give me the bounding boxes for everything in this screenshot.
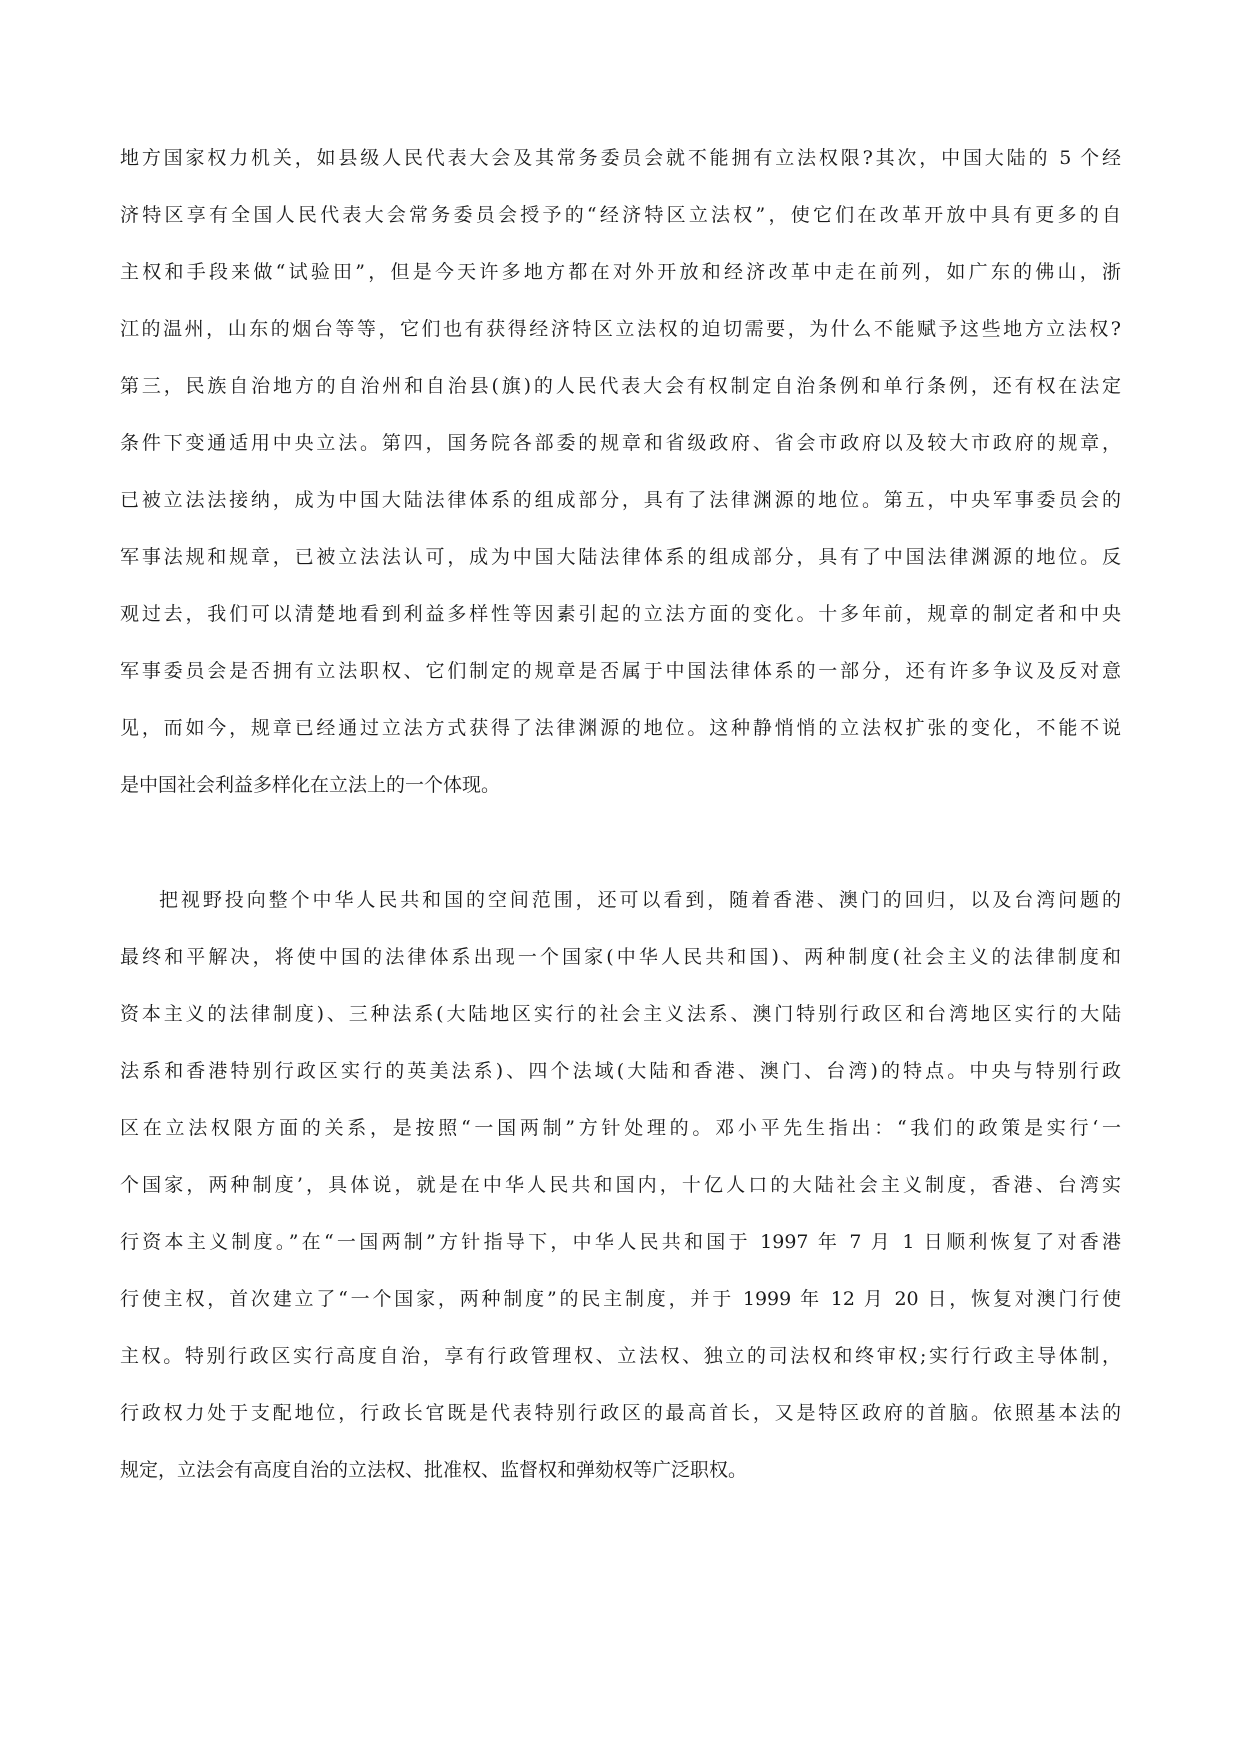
- paragraph-line: 江的温州，山东的烟台等等，它们也有获得经济特区立法权的迫切需要，为什么不能赋予这些地方立法权?: [120, 318, 1121, 340]
- paragraph-line: 主权。特别行政区实行高度自治，享有行政管理权、立法权、独立的司法权和终审权;实行行政主导体制，: [120, 1345, 1121, 1367]
- paragraph-line: 行资本主义制度。”在“一国两制”方针指导下，中华人民共和国于 1997 年 7 月 1 日顺利恢复了对香港: [120, 1231, 1121, 1253]
- paragraph-line: 军事委员会是否拥有立法职权、它们制定的规章是否属于中国法律体系的一部分，还有许多争议及反对意: [120, 660, 1121, 682]
- paragraph-line: 最终和平解决，将使中国的法律体系出现一个国家(中华人民共和国)、两种制度(社会主义的法律制度和: [120, 946, 1121, 968]
- paragraph-line: 把视野投向整个中华人民共和国的空间范围，还可以看到，随着香港、澳门的回归，以及台湾问题的: [159, 889, 1121, 911]
- paragraph-line: 已被立法法接纳，成为中国大陆法律体系的组成部分，具有了法律渊源的地位。第五，中央军事委员会的: [120, 489, 1121, 511]
- paragraph-line: 条件下变通适用中央立法。第四，国务院各部委的规章和省级政府、省会市政府以及较大市政府的规章，: [120, 432, 1121, 454]
- paragraph-line: 地方国家权力机关，如县级人民代表大会及其常务委员会就不能拥有立法权限?其次，中国大陆的 5 个经: [120, 147, 1121, 169]
- paragraph-line: 行政权力处于支配地位，行政长官既是代表特别行政区的最高首长，又是特区政府的首脑。依照基本法的: [120, 1402, 1121, 1424]
- paragraph-line: 见，而如今，规章已经通过立法方式获得了法律渊源的地位。这种静悄悄的立法权扩张的变化，不能不说: [120, 717, 1121, 739]
- paragraph-line: 资本主义的法律制度)、三种法系(大陆地区实行的社会主义法系、澳门特别行政区和台湾地区实行的大陆: [120, 1003, 1121, 1025]
- paragraph-line: 军事法规和规章，已被立法法认可，成为中国大陆法律体系的组成部分，具有了中国法律渊源的地位。反: [120, 546, 1121, 568]
- paragraph-line: 个国家，两种制度’，具体说，就是在中华人民共和国内，十亿人口的大陆社会主义制度，香港、台湾实: [120, 1174, 1121, 1196]
- paragraph-line: 第三，民族自治地方的自治州和自治县(旗)的人民代表大会有权制定自治条例和单行条例，还有权在法定: [120, 375, 1121, 397]
- paragraph-line: 济特区享有全国人民代表大会常务委员会授予的“经济特区立法权”，使它们在改革开放中具有更多的自: [120, 204, 1121, 226]
- paragraph-line: 规定，立法会有高度自治的立法权、批准权、监督权和弹劾权等广泛职权。: [120, 1459, 748, 1481]
- paragraph-line: 主权和手段来做“试验田”，但是今天许多地方都在对外开放和经济改革中走在前列，如广东的佛山，浙: [120, 261, 1121, 283]
- paragraph-line: 观过去，我们可以清楚地看到利益多样性等因素引起的立法方面的变化。十多年前，规章的制定者和中央: [120, 603, 1121, 625]
- paragraph-line: 行使主权，首次建立了“一个国家，两种制度”的民主制度，并于 1999 年 12 月 20 日，恢复对澳门行使: [120, 1288, 1121, 1310]
- paragraph-line: 区在立法权限方面的关系，是按照“一国两制”方针处理的。邓小平先生指出：“我们的政策是实行‘一: [120, 1117, 1121, 1139]
- paragraph-line: 是中国社会利益多样化在立法上的一个体现。: [120, 774, 501, 796]
- paragraph-line: 法系和香港特别行政区实行的英美法系)、四个法域(大陆和香港、澳门、台湾)的特点。中央与特别行政: [120, 1060, 1121, 1082]
